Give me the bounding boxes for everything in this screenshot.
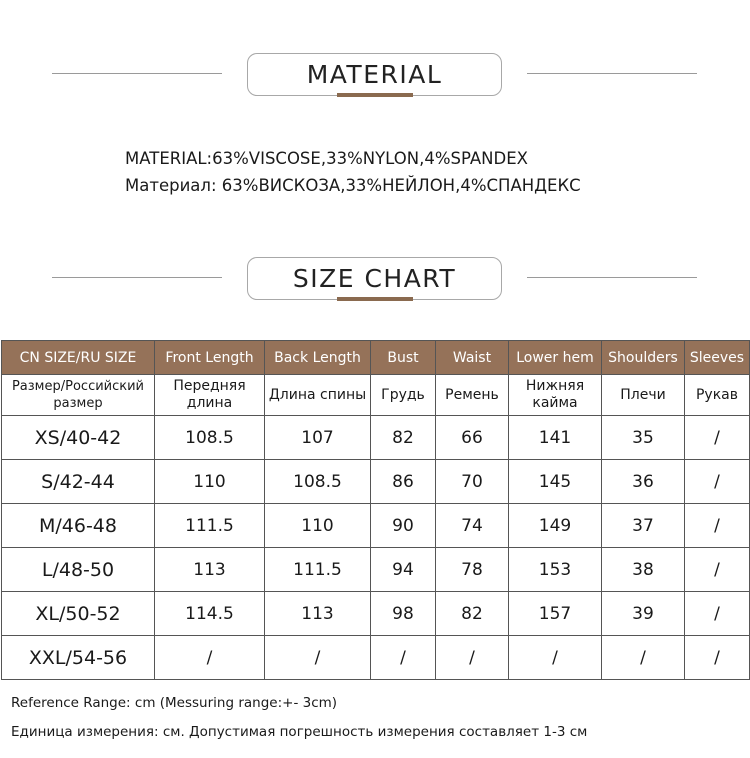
size-cell: S/42-44 [2,460,155,504]
table-cell: 82 [436,592,509,636]
material-title-text: MATERIAL [306,60,443,89]
table-cell: 108.5 [265,460,371,504]
table-cell: 113 [265,592,371,636]
header-cell: Waist [436,341,509,375]
table-cell: 36 [602,460,685,504]
size-cell: XL/50-52 [2,592,155,636]
russian-header-row [2,375,750,416]
size-chart-section-title [247,257,502,300]
table-cell: 70 [436,460,509,504]
table-cell: 86 [371,460,436,504]
size-cell: M/46-48 [2,504,155,548]
table-cell: / [265,636,371,680]
russian-header-cell: Плечи [602,375,685,416]
header-cell: Back Length [265,341,371,375]
header-cell: Shoulders [602,341,685,375]
table-cell: 108.5 [155,416,265,460]
table-header-row [2,341,750,375]
russian-header-cell: Ремень [436,375,509,416]
russian-header-cell: Рукав [685,375,750,416]
table-cell: 74 [436,504,509,548]
table-cell: 98 [371,592,436,636]
table-cell: 149 [509,504,602,548]
header-cell: Bust [371,341,436,375]
table-cell: / [602,636,685,680]
russian-header-cell: Размер/Российский размер [2,375,155,416]
header-cell: CN SIZE/RU SIZE [2,341,155,375]
table-cell: 107 [265,416,371,460]
material-section-title [247,53,502,96]
table-cell: 90 [371,504,436,548]
table-cell: / [685,548,750,592]
table-cell: 94 [371,548,436,592]
material-russian: Материал: 63%ВИСКОЗА,33%НЕЙЛОН,4%СПАНДЕКС [125,176,581,195]
table-cell: / [685,504,750,548]
russian-header-cell: Грудь [371,375,436,416]
table-row [2,416,750,460]
table-cell: / [685,592,750,636]
table-cell: / [371,636,436,680]
size-chart-title-text: SIZE CHART [292,264,457,293]
table-cell: / [436,636,509,680]
title-accent-bar [337,297,413,301]
table-cell: 141 [509,416,602,460]
title-accent-bar [337,93,413,97]
size-chart-table [1,340,750,680]
table-cell: 35 [602,416,685,460]
table-cell: 153 [509,548,602,592]
header-cell: Front Length [155,341,265,375]
table-cell: / [685,636,750,680]
reference-range-note: Reference Range: cm (Messuring range:+- 3cm) [11,695,338,711]
divider-line-left [52,73,222,74]
reference-range-note-russian: Единица измерения: см. Допустимая погрешность измерения составляет 1-3 см [11,724,588,740]
russian-header-cell: Длина спины [265,375,371,416]
table-cell: / [155,636,265,680]
header-cell: Sleeves [685,341,750,375]
divider-line-right [527,277,697,278]
table-row [2,504,750,548]
size-cell: L/48-50 [2,548,155,592]
table-cell: 38 [602,548,685,592]
table-cell: 39 [602,592,685,636]
russian-header-cell: Передняя длина [155,375,265,416]
table-row [2,592,750,636]
table-cell: 78 [436,548,509,592]
table-cell: 111.5 [155,504,265,548]
table-cell: / [685,416,750,460]
table-row [2,636,750,680]
size-cell: XS/40-42 [2,416,155,460]
table-cell: 110 [155,460,265,504]
table-cell: 82 [371,416,436,460]
size-cell: XXL/54-56 [2,636,155,680]
table-cell: 157 [509,592,602,636]
table-cell: 110 [265,504,371,548]
table-cell: / [509,636,602,680]
table-cell: 111.5 [265,548,371,592]
table-cell: 66 [436,416,509,460]
header-cell: Lower hem [509,341,602,375]
table-row [2,460,750,504]
table-cell: 113 [155,548,265,592]
divider-line-left [52,277,222,278]
table-cell: 114.5 [155,592,265,636]
table-cell: / [685,460,750,504]
russian-header-cell: Нижняя кайма [509,375,602,416]
table-cell: 145 [509,460,602,504]
material-english: MATERIAL:63%VISCOSE,33%NYLON,4%SPANDEX [125,149,528,168]
table-row [2,548,750,592]
table-cell: 37 [602,504,685,548]
divider-line-right [527,73,697,74]
